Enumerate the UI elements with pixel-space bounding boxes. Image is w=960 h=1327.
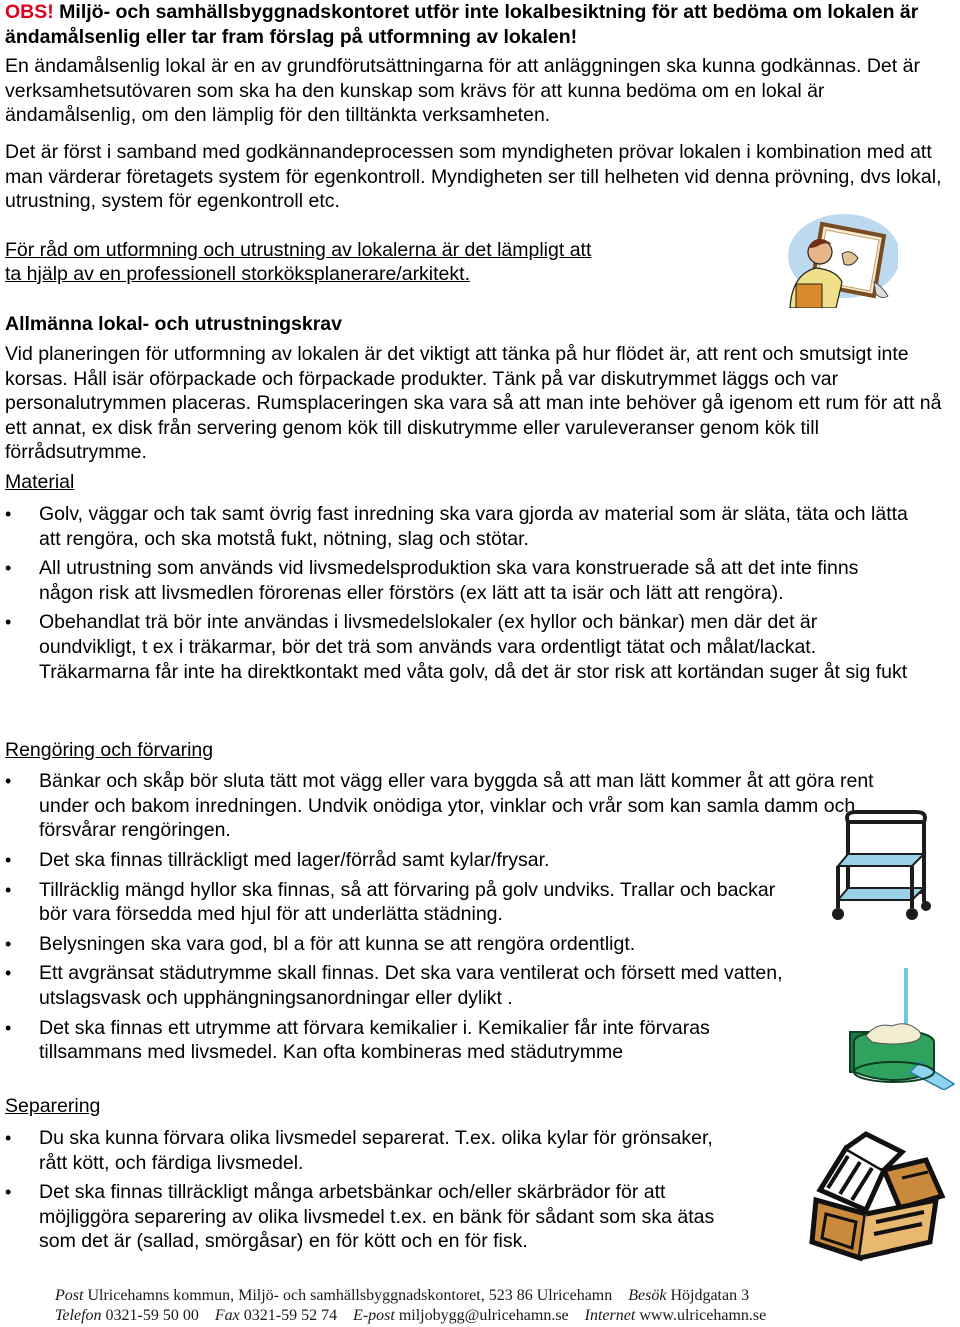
material-list: [5, 502, 915, 684]
bullet-icon: •: [5, 879, 12, 900]
obs-notice: [5, 0, 955, 49]
material-heading: Material: [5, 471, 75, 493]
bullet-icon: •: [5, 1128, 12, 1148]
list-item: • Det ska finnas tillräckligt med lager/förråd samt kylar/frysar.: [5, 849, 550, 871]
footer-fax-value: 0321-59 52 74: [243, 1307, 338, 1324]
architect-drawing-icon: [782, 214, 898, 308]
footer-phone-value: 0321-59 50 00: [105, 1307, 199, 1324]
bullet-icon: •: [5, 771, 12, 791]
footer-post-label: Post: [55, 1287, 84, 1304]
intro-paragraph-2: Det är först i samband med godkännandeprocessen som myndigheten prövar lokalen i kombination med att man värderar företagets system för egenkontroll. Myndigheten ser till helheten vid denna prövning, dvs lokal, utrustning, system för egenkontroll etc.: [5, 141, 942, 213]
separation-heading: Separering: [5, 1095, 101, 1117]
kitchen-separation-icon: [806, 1130, 952, 1272]
bullet-icon: •: [5, 850, 12, 870]
bullet-icon: •: [5, 558, 12, 579]
general-text: Vid planeringen för utformning av lokalen är det viktigt att tänka på hur flödet är, att rent och smutsigt inte korsas. Håll isär oförpackade och förpackade produkter. Tänk på var diskutrymmet läggs och var personalutrymmen placeras. Rumsplaceringen ska vara så att man inte behöver gå igenom ett rum för att nå ett annat, ex disk från servering genom kök till diskutrymme eller varuleveranser genom kök till förrådsutrymme.: [5, 343, 942, 464]
advice-line-2: ta hjälp av en professionell storköksplanerare/arkitekt.: [5, 263, 470, 285]
list-item: • Belysningen ska vara god, bl a för att kunna se att rengöra ordentligt.: [5, 932, 636, 955]
list-item: • Du ska kunna förvara olika livsmedel separerat. T.ex. olika kylar för grönsaker, rått kött, och färdiga livsmedel.: [5, 1127, 713, 1174]
footer-address: [55, 1285, 749, 1306]
footer-web-label: Internet: [584, 1307, 636, 1324]
list-item: • Obehandlat trä bör inte användas i livsmedelslokaler (ex hyllor och bänkar) men där det är oundvikligt, t ex i träkarmar, bör det trä som används vara ordentligt tätat och målat/lackat. Träkarmarna får inte ha direktkontakt med våta golv, då det är stor risk att kortändan suger åt sig fukt: [5, 611, 908, 683]
separation-list: [5, 1126, 740, 1254]
list-item: • Bänkar och skåp bör sluta tätt mot vägg eller vara byggda så att man lätt kommer åt att göra rent under och bakom inredningen. Undvik onödiga ytor, vinklar och vrår som kan samla damm och försvårar rengöringen.: [5, 770, 874, 842]
general-heading: Allmänna lokal- och utrustningskrav: [5, 313, 342, 335]
intro-paragraph-1: En ändamålsenlig lokal är en av grundförutsättningarna för att anläggningen ska kunna godkännas. Det är verksamhetsutövaren som ska ha den kunskap som krävs för att kunna bedöma om en lokal är ändamålsenlig, om den lämplig för den tilltänkta verksamheten.: [5, 55, 920, 127]
list-item: • Tillräcklig mängd hyllor ska finnas, så att förvaring på golv undviks. Trallar och backar bör vara försedda med hjul för att underlätta städning.: [5, 878, 776, 926]
bullet-icon: •: [5, 612, 12, 633]
obs-label: OBS!: [5, 1, 54, 23]
list-item: • Det ska finnas ett utrymme att förvara kemikalier i. Kemikalier får inte förvaras tillsammans med livsmedel. Kan ofta kombineras med städutrymme: [5, 1016, 710, 1064]
bullet-icon: •: [5, 933, 12, 954]
mop-bucket-icon: [836, 966, 960, 1090]
bullet-icon: •: [5, 504, 12, 524]
bullet-icon: •: [5, 1182, 12, 1203]
obs-text: Miljö- och samhällsbyggnadskontoret utför inte lokalbesiktning för att bedöma om lokalen är ändamålsenlig eller tar fram förslag på utformning av lokalen!: [5, 1, 919, 48]
footer-visit-label: Besök: [628, 1287, 667, 1304]
footer-fax-label: Fax: [214, 1307, 240, 1324]
bullet-icon: •: [5, 1017, 12, 1038]
footer-email-label: E-post: [353, 1307, 395, 1324]
cleaning-list-cont: [5, 848, 785, 1065]
footer-contact: [55, 1305, 766, 1326]
bullet-icon: •: [5, 963, 12, 984]
cleaning-list: [5, 769, 915, 848]
advice-line-1: För råd om utformning och utrustning av lokalerna är det lämpligt att: [5, 239, 592, 261]
list-item: • Golv, väggar och tak samt övrig fast inredning ska vara gjorda av material som är släta, täta och lätta att rengöra, och ska motstå fukt, nötning, slag och stötar.: [5, 503, 908, 550]
footer-web-link[interactable]: www.ulricehamn.se: [639, 1307, 767, 1324]
list-item: • Det ska finnas tillräckligt många arbetsbänkar och/eller skärbrädor för att möjliggöra separering av olika livsmedel t.ex. en bänk för sådant som ska ätas som det är (sallad, smörgåsar) en för kött och en för fisk.: [5, 1181, 715, 1253]
footer-post-value: Ulricehamns kommun, Miljö- och samhällsbyggnadskontoret, 523 86 Ulricehamn: [87, 1287, 613, 1304]
footer-email-link[interactable]: miljobygg@ulricehamn.se: [398, 1307, 569, 1324]
list-item: • Ett avgränsat städutrymme skall finnas. Det ska vara ventilerat och försett med vatten, utslagsvask och upphängningsanordningar eller dylikt .: [5, 962, 783, 1009]
footer-phone-label: Telefon: [55, 1307, 102, 1324]
footer-visit-value: Höjdgatan 3: [670, 1287, 750, 1304]
list-item: • All utrustning som används vid livsmedelsproduktion ska vara konstruerade så att det inte finns någon risk att livsmedlen förorenas eller förstörs (ex lätt att ta isär och lätt att rengöra).: [5, 557, 859, 604]
trolley-icon: [832, 808, 938, 924]
cleaning-heading: Rengöring och förvaring: [5, 739, 214, 761]
